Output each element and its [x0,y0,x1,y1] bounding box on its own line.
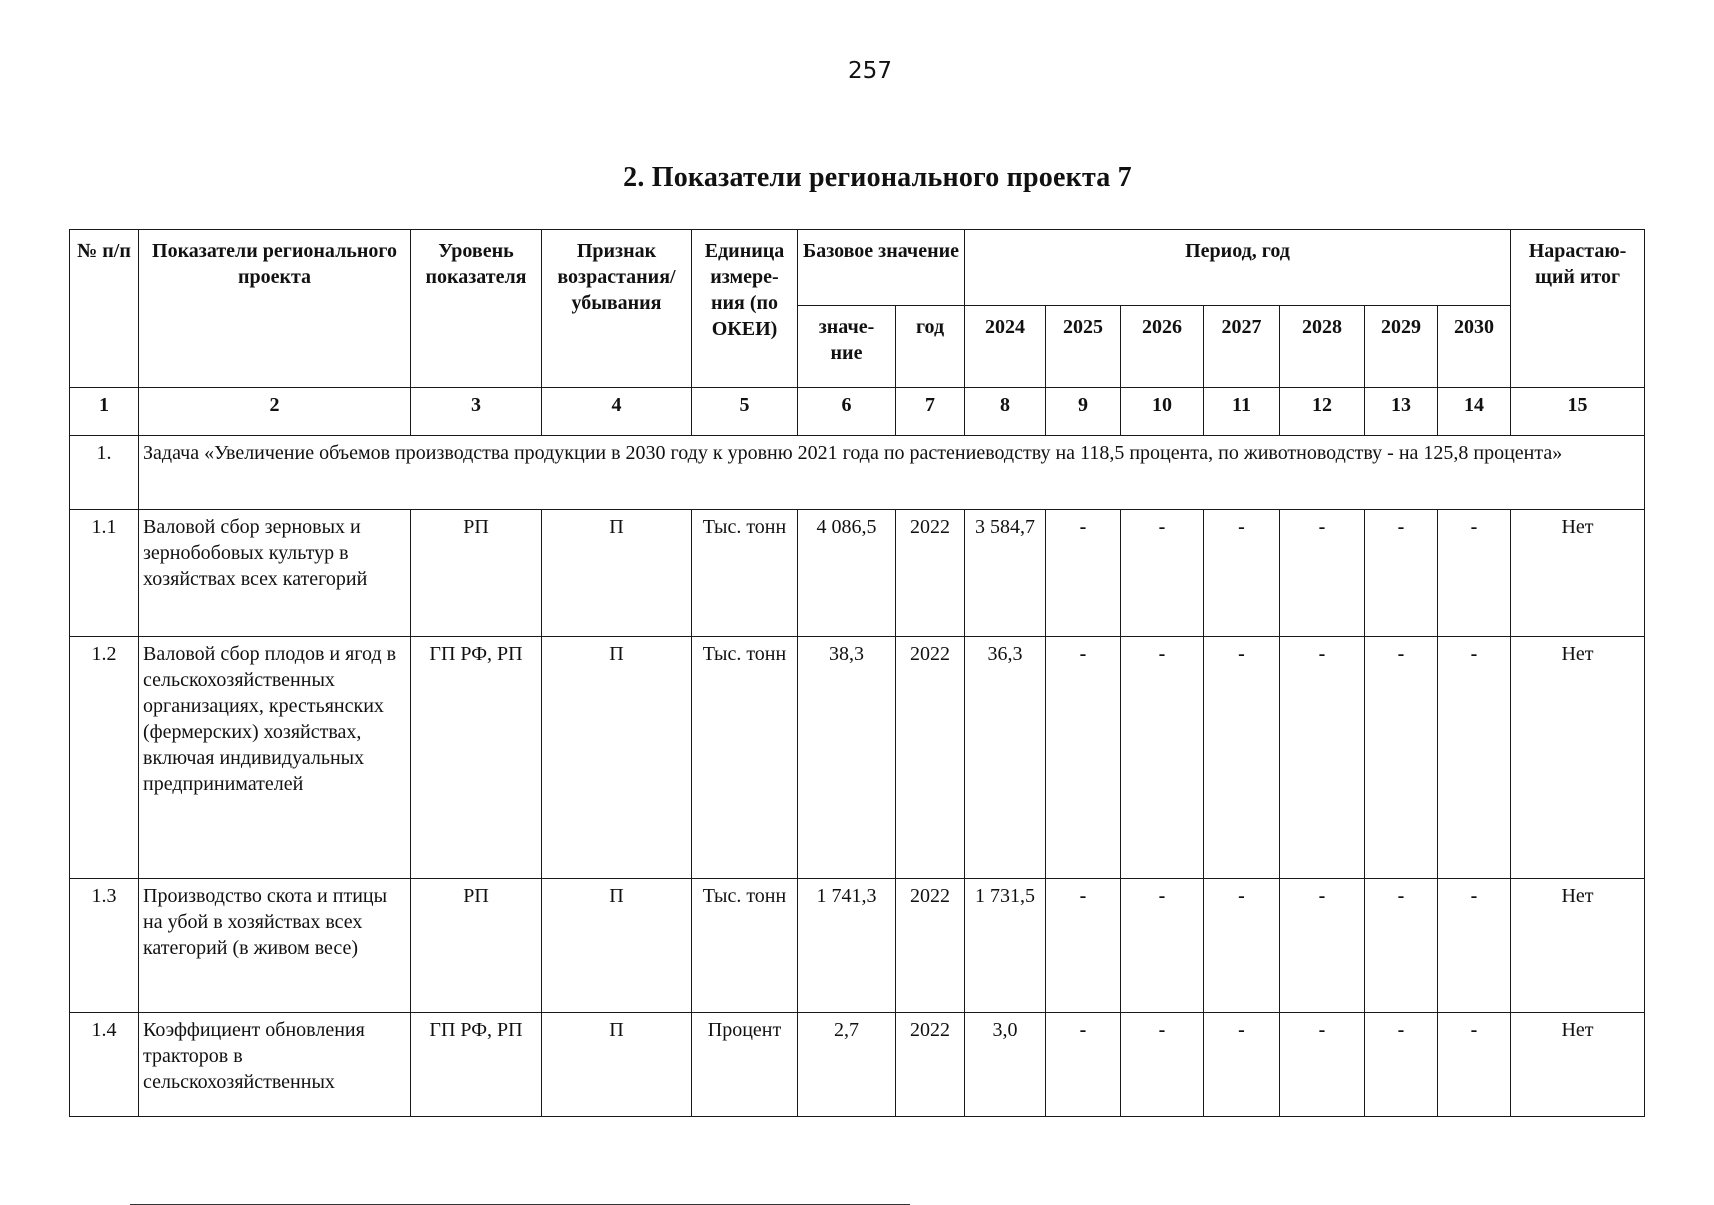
value-2027: - [1204,879,1280,1013]
value-2030: - [1438,879,1511,1013]
value-2027: - [1204,510,1280,637]
indicator-sign: П [542,1013,692,1117]
indicator-name: Производство скота и птицы на убой в хозяйствах всех категорий (в живом весе) [139,879,411,1013]
column-number: 13 [1365,388,1438,436]
column-number: 3 [411,388,542,436]
column-number: 1 [70,388,139,436]
table-row [70,879,1645,1013]
base-year: 2022 [896,510,965,637]
page-title: 2. Показатели регионального проекта 7 [623,162,1132,193]
header-year-2029: 2029 [1365,306,1438,388]
value-2030: - [1438,637,1511,879]
column-number-row [70,388,1645,436]
indicator-unit: Процент [692,1013,798,1117]
row-number: 1.1 [70,510,139,637]
value-2027: - [1204,1013,1280,1117]
column-number: 9 [1046,388,1121,436]
cumulative-value: Нет [1511,879,1645,1013]
value-2029: - [1365,1013,1438,1117]
value-2025: - [1046,637,1121,879]
indicator-sign: П [542,879,692,1013]
header-no: № п/п [70,230,139,388]
cumulative-value: Нет [1511,637,1645,879]
base-year: 2022 [896,637,965,879]
header-year-2026: 2026 [1121,306,1204,388]
indicator-sign: П [542,510,692,637]
base-value: 4 086,5 [798,510,896,637]
indicator-unit: Тыс. тонн [692,637,798,879]
value-2028: - [1280,637,1365,879]
header-year-2025: 2025 [1046,306,1121,388]
indicator-name: Валовой сбор плодов и ягод в сельскохозяйственных организациях, крестьянских (фермерских) хозяйствах, включая индивидуальных предпринимателей [139,637,411,879]
value-2030: - [1438,1013,1511,1117]
value-2029: - [1365,510,1438,637]
column-number: 4 [542,388,692,436]
header-indicator: Показатели регионального проекта [139,230,411,388]
header-sign: Признак возрастания/ убывания [542,230,692,388]
value-2026: - [1121,637,1204,879]
row-number: 1.4 [70,1013,139,1117]
header-cumulative: Нарастаю- щий итог [1511,230,1645,388]
value-2025: - [1046,510,1121,637]
value-2030: - [1438,510,1511,637]
indicators-table [69,229,1645,1117]
header-year-2028: 2028 [1280,306,1365,388]
cumulative-value: Нет [1511,1013,1645,1117]
value-2028: - [1280,1013,1365,1117]
value-2024: 1 731,5 [965,879,1046,1013]
header-base-value: значе- ние [798,306,896,388]
header-year-2027: 2027 [1204,306,1280,388]
value-2025: - [1046,1013,1121,1117]
table-row [70,1013,1645,1117]
indicator-level: РП [411,879,542,1013]
indicator-level: ГП РФ, РП [411,1013,542,1117]
column-number: 5 [692,388,798,436]
value-2029: - [1365,879,1438,1013]
indicator-name: Валовой сбор зерновых и зернобобовых культур в хозяйствах всех категорий [139,510,411,637]
task-text: Задача «Увеличение объемов производства продукции в 2030 году к уровню 2021 года по растениеводству на 118,5 процента, по животноводству - на 125,8 процента» [139,436,1645,510]
header-period: Период, год [965,230,1511,306]
column-number: 15 [1511,388,1645,436]
column-number: 2 [139,388,411,436]
base-year: 2022 [896,879,965,1013]
indicator-level: ГП РФ, РП [411,637,542,879]
page-number: 257 [848,58,892,84]
value-2028: - [1280,510,1365,637]
column-number: 7 [896,388,965,436]
task-row [70,436,1645,510]
cumulative-value: Нет [1511,510,1645,637]
base-value: 1 741,3 [798,879,896,1013]
header-level: Уровень показателя [411,230,542,388]
column-number: 10 [1121,388,1204,436]
header-year-2024: 2024 [965,306,1046,388]
row-number: 1.3 [70,879,139,1013]
indicator-unit: Тыс. тонн [692,510,798,637]
column-number: 6 [798,388,896,436]
value-2026: - [1121,1013,1204,1117]
value-2024: 3 584,7 [965,510,1046,637]
header-unit: Единица измере- ния (по ОКЕИ) [692,230,798,388]
value-2027: - [1204,637,1280,879]
header-base-year: год [896,306,965,388]
column-number: 14 [1438,388,1511,436]
base-value: 2,7 [798,1013,896,1117]
task-number: 1. [70,436,139,510]
header-base: Базовое значение [798,230,965,306]
indicator-level: РП [411,510,542,637]
base-value: 38,3 [798,637,896,879]
value-2026: - [1121,510,1204,637]
header-year-2030: 2030 [1438,306,1511,388]
column-number: 8 [965,388,1046,436]
value-2029: - [1365,637,1438,879]
indicator-sign: П [542,637,692,879]
column-number: 11 [1204,388,1280,436]
value-2025: - [1046,879,1121,1013]
value-2024: 36,3 [965,637,1046,879]
column-number: 12 [1280,388,1365,436]
value-2024: 3,0 [965,1013,1046,1117]
value-2026: - [1121,879,1204,1013]
table-row [70,510,1645,637]
value-2028: - [1280,879,1365,1013]
base-year: 2022 [896,1013,965,1117]
table-row [70,637,1645,879]
indicator-unit: Тыс. тонн [692,879,798,1013]
indicator-name: Коэффициент обновления тракторов в сельскохозяйственных [139,1013,411,1117]
row-number: 1.2 [70,637,139,879]
